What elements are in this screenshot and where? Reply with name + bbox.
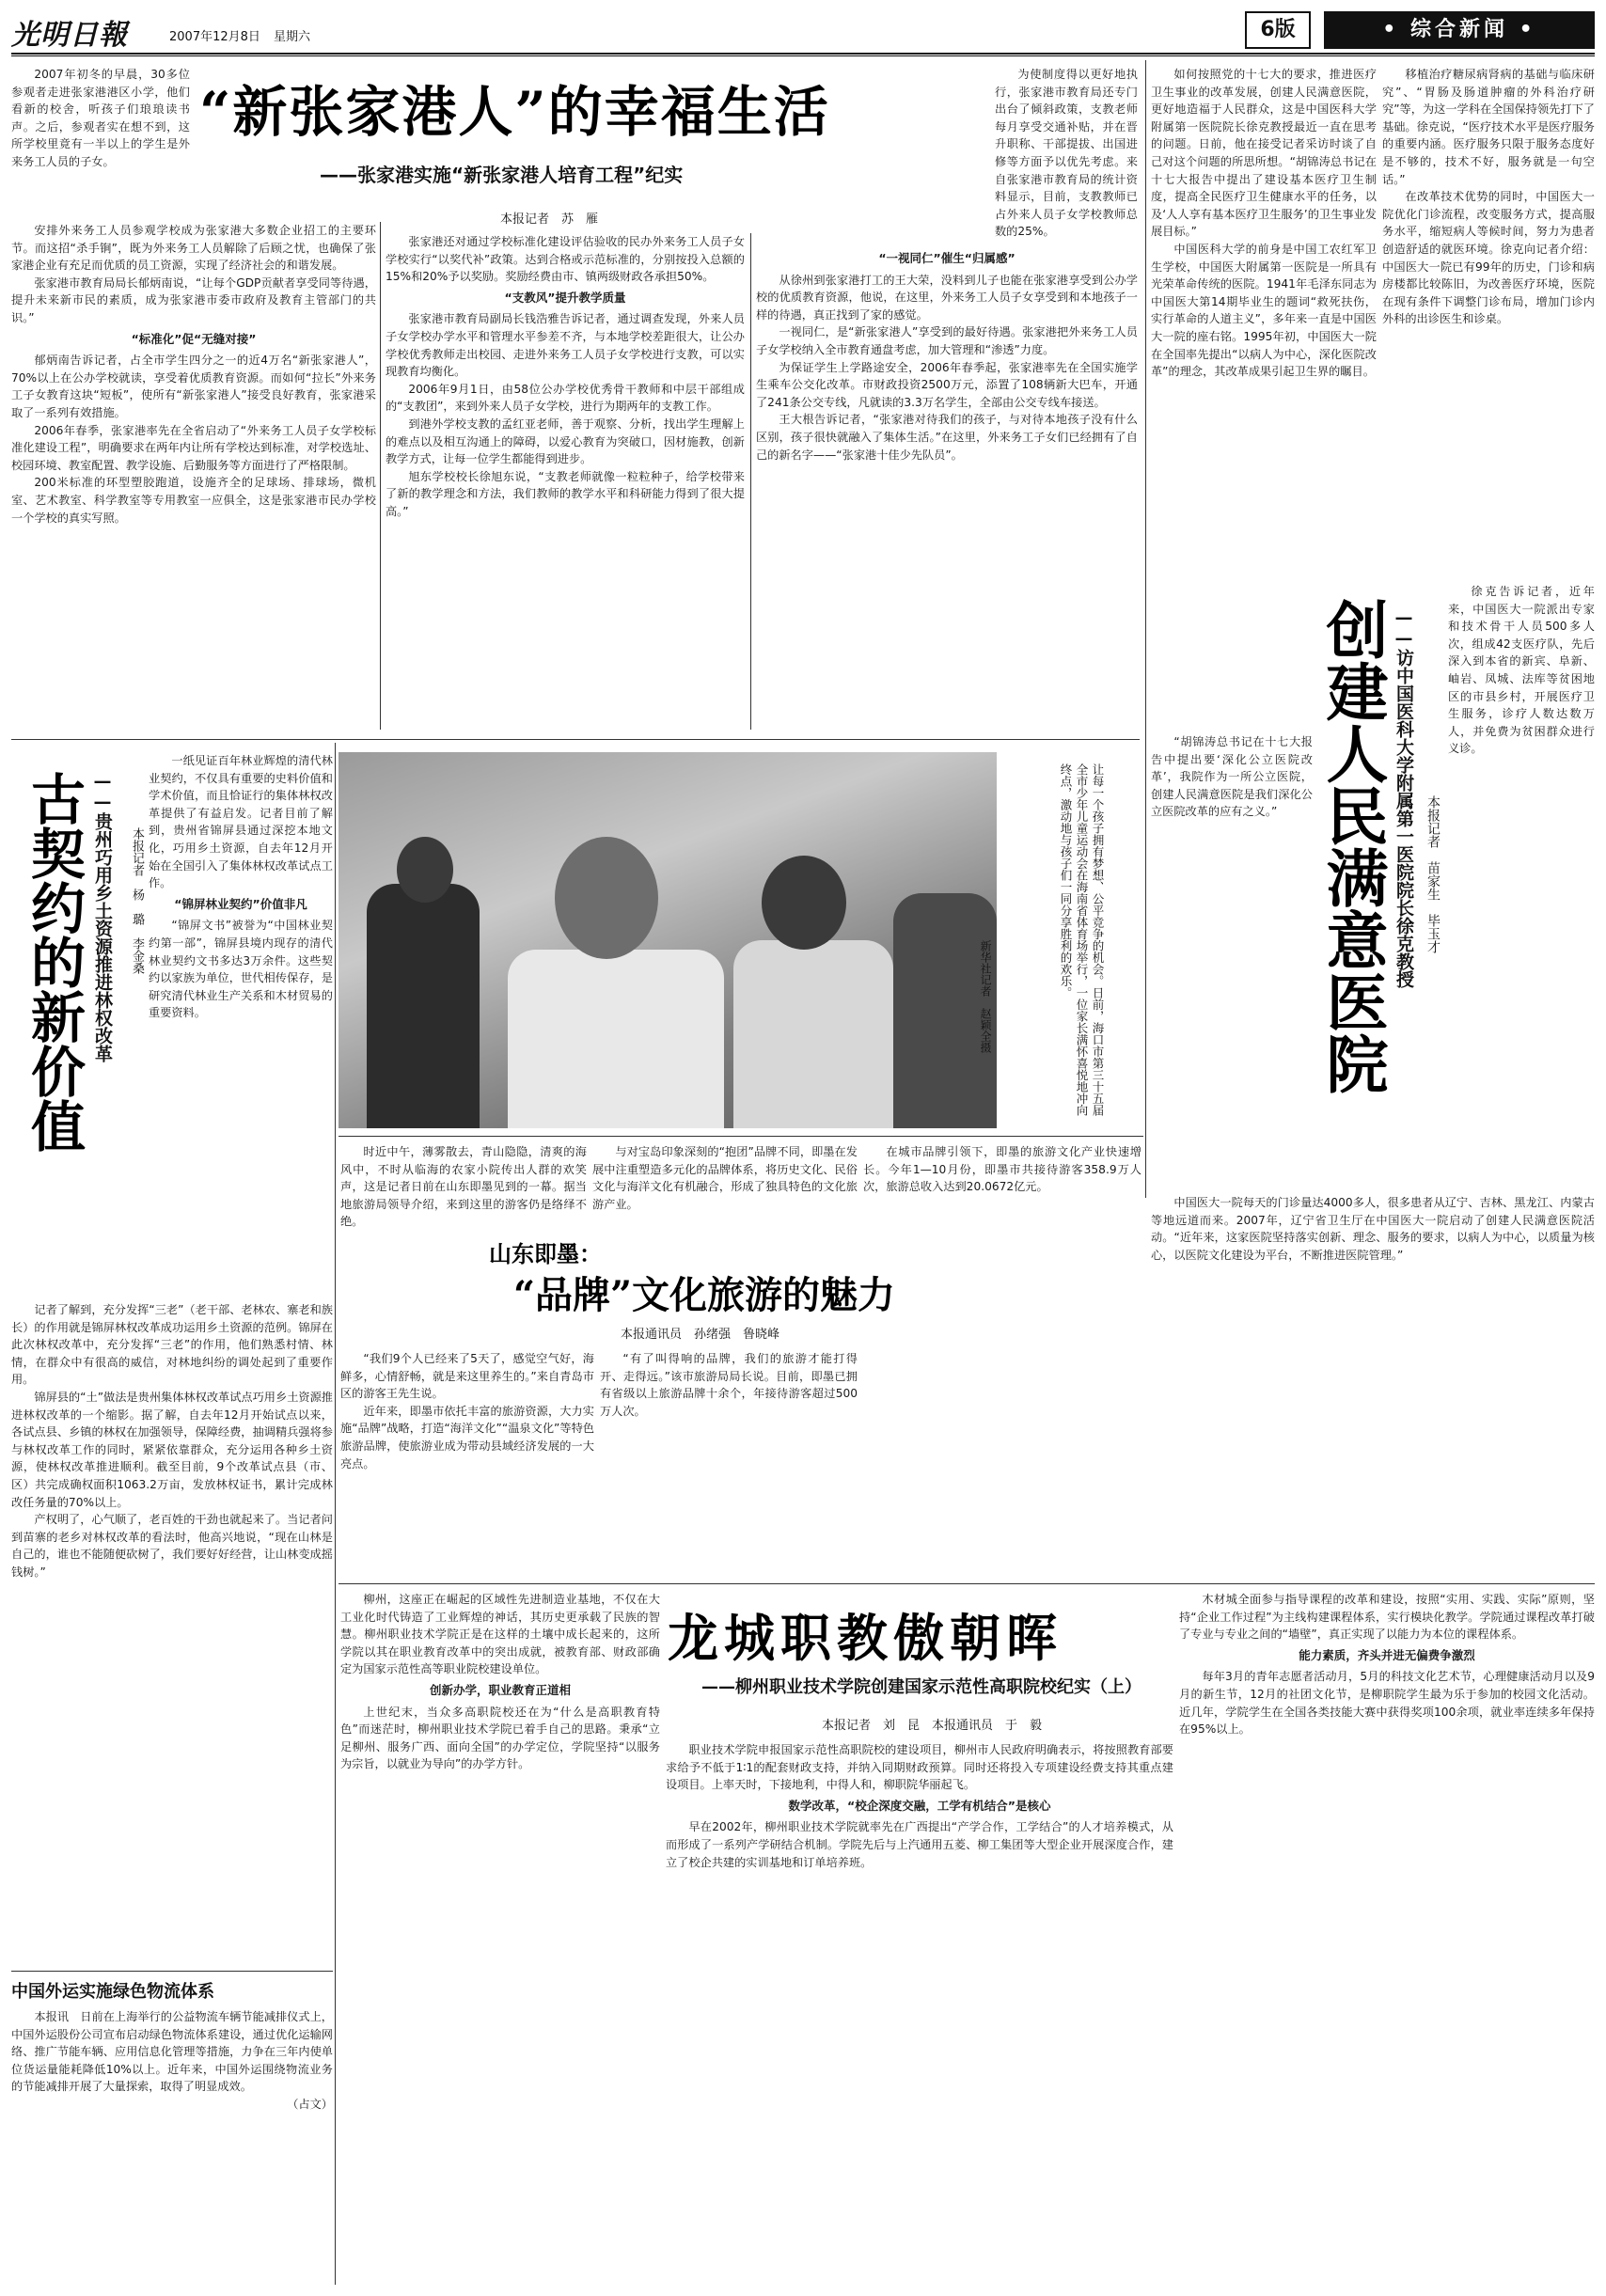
paragraph: 柳州，这座正在崛起的区域性先进制造业基地，不仅在大工业化时代铸造了工业辉煌的神话，其历史更承载了民族的智慧。柳州职业技术学院正是在这样的土壤中成长起来的，这所学院以其在职业教育改革中的突出成就，被教育部、财政部确定为国家示范性高等职业院校建设单位。: [340, 1593, 660, 1676]
paragraph: “我们9个人已经来了5天了，感觉空气好，海鲜多，心情舒畅，就是来这里养生的。”来自青岛市区的游客王先生说。: [340, 1352, 594, 1401]
article6-body: [11, 2008, 333, 2114]
paragraph: 职业技术学院申报国家示范性高职院校的建设项目，柳州市人民政府明确表示，将按照教育部要求给予不低于1∶1的配套财政支持，并纳入同期财政预算。同时还将投入专项建设经费支持其重点建设项目。上率天时，下接地利，中得人和，柳职院华丽起飞。: [666, 1743, 1173, 1792]
paragraph: 一视同仁，是“新张家港人”享受到的最好待遇。张家港把外来务工人员子女学校纳入全市教育通盘考虑，加大管理和“渗透”力度。: [756, 325, 1138, 356]
article1-subhead-2: “支教风”提升教学质量: [504, 290, 626, 305]
article5-subhead-3: 能力素质，齐头并进无偏费争激烈: [1299, 1647, 1475, 1662]
section-divider-vertical: [335, 743, 336, 2285]
paragraph: 中国医大一院每天的门诊量达4000多人，很多患者从辽宁、吉林、黑龙江、内蒙古等地远道而来。2007年，辽宁省卫生厅在中国医大一院启动了创建人民满意医院活动。“近年来，这家医院坚持落实创新、理念、服务的要求，以病人为中心，以质量为核心，以医院文化建设为平台，不断推进医院管理。”: [1151, 1196, 1595, 1262]
article2-column-a: [1151, 66, 1377, 574]
article3-column-1: [149, 752, 333, 1279]
page-number: 6版: [1245, 11, 1311, 49]
photo-caption: [1002, 763, 1106, 1121]
paragraph: “有了叫得响的品牌，我们的旅游才能打得开、走得远。”该市旅游局局长说。目前，即墨已拥有省级以上旅游品牌十余个，年接待游客超过500万人次。: [600, 1352, 858, 1418]
article4-column-1: [340, 1143, 587, 1228]
article4-column-5: [600, 1350, 858, 1576]
paragraph: 从徐州到张家港打工的王大荣，没料到儿子也能在张家港享受到公办学校的优质教育资源，他说，在这里，外来务工人员子女享受到和本地孩子一样的待遇，真正找到了家的感觉。: [756, 273, 1138, 322]
article5-subhead-2: 数学改革，“校企深度交融，工学有机结合”是核心: [788, 1798, 1051, 1813]
article2-column-d: [1151, 1194, 1595, 1570]
caption-text: 让每一个孩子拥有梦想、公平竞争的机会。日前，海口市第三十五届全市少年儿童运动会在海南省体育场举行，一位家长满怀喜悦地冲向终点，激动地与孩子们一同分享胜利的欢乐。: [1059, 763, 1105, 1116]
paragraph: 安排外来务工人员参观学校成为张家港大多数企业招工的主要环节。而这招“杀手锏”，既为外来务工人员解除了后顾之忧，也确保了张家港企业有充足而优质的员工资源，实现了经济社会的和谐发展。: [11, 224, 376, 273]
paragraph: 郁炳南告诉记者，占全市学生四分之一的近4万名“新张家港人”，70%以上在公办学校就读，享受着优质教育资源。而如何“拉长”外来务工子女教育这块“短板”，使所有“新张家港人”接受良好教育，张家港采取了一系列有效措施。: [11, 354, 376, 419]
article2-column-g: [1448, 583, 1595, 1194]
article5-byline: 本报记者 刘 昆 本报通讯员 于 毅: [822, 1719, 1043, 1733]
article4-byline: 本报通讯员 孙绪强 鲁晓峰: [621, 1328, 780, 1342]
paragraph: 一纸见证百年林业辉煌的清代林业契约，不仅具有重要的史料价值和学术价值，而且恰证行的集体林权改革提供了有益启发。记者目前了解到，贵州省锦屏县通过深挖本地文化，巧用乡土资源，自去年12月开始在全国引入了集体林权改革试点工作。: [149, 754, 333, 890]
masthead-rule: [11, 53, 1595, 56]
masthead: [11, 8, 1595, 53]
section-divider-vertical: [1145, 60, 1146, 1198]
paragraph: 200米标准的环型塑胶跑道，设施齐全的足球场、排球场，微机室、艺术教室、科学教室等专用教室一应俱全，这是张家港市民办学校一个学校的真实写照。: [11, 476, 376, 525]
paragraph: 2006年春季，张家港率先在全省启动了“外来务工人员子女学校标准化建设工程”，明确要求在两年内让所有学校达到标准，对学校选址、校园环境、教室配置、教学设施、后勤服务等方面进行了严格限制。: [11, 423, 376, 472]
paragraph: “胡锦涛总书记在十七大报告中提出要‘深化公立医院改革’，我院作为一所公立医院，创建人民满意医院是我们深化公立医院改革的应有之义。”: [1151, 735, 1313, 819]
article4-column-3: [863, 1143, 1142, 1425]
paragraph: 每年3月的青年志愿者活动月，5月的科技文化艺术节，心理健康活动月以及9月的新生节，12月的社团文化节，是柳职院学生最为乐于参加的校园文化活动。近几年，学院学生在全国各类技能大赛中获得奖项100余项，就业率连续多年保持在95%以上。: [1179, 1670, 1595, 1737]
photo-figure: [733, 940, 893, 1128]
article2-subtitle: ——访中国医科大学附属第一医院院长徐克教授: [1393, 607, 1414, 988]
article4-column-4: [340, 1350, 594, 1576]
article2-byline: 本报记者 苗家生 毕玉才: [1425, 795, 1441, 953]
article1-column-3-top: [995, 66, 1138, 244]
weekday-text: 星期六: [274, 30, 311, 44]
paragraph: 到港外学校支教的孟红亚老师，善于观察、分析，找出学生理解上的难点以及相互沟通上的障碍，以爱心教育为突破口，因材施教，创新教学方式，让每一位学生都能得到进步。: [386, 417, 745, 466]
column-divider: [750, 233, 751, 730]
article1-column-1: [11, 222, 376, 730]
article5-title: 龙城职教傲朝晖: [668, 1608, 1063, 1668]
paragraph: 上世纪末，当众多高职院校还在为“什么是高职教育特色”而迷茫时，柳州职业技术学院已着手自己的思路。秉承“立足柳州、服务广西、面向全国”的办学定位，学院坚持“以服务为宗旨，以就业为导向”的办学方针。: [340, 1705, 660, 1771]
paragraph: “锦屏文书”被誉为“中国林业契约第一部”，锦屏县境内现存的清代林业契约文书多达3万余件。这些契约以家族为单位，世代相传保存，是研究清代林业生产关系和木材贸易的重要资料。: [149, 919, 333, 1020]
paragraph: 本报讯 日前在上海举行的公益物流车辆节能减排仪式上，中国外运股份公司宣布启动绿色物流体系建设，通过优化运输网络、推广节能车辆、应用信息化管理等措施，力争在三年内使单位货运量能耗降低10%以上。近年来，中国外运围绕物流业务的节能减排开展了大量探索，取得了明显成效。: [11, 2010, 333, 2094]
paragraph: 张家港还对通过学校标准化建设评估验收的民办外来务工人员子女学校实行“以奖代补”政策。达到合格或示范标准的，分别按投入总额的15%和20%予以奖励。奖励经费由市、镇两级财政各承担50%。: [386, 235, 745, 284]
paragraph: 2006年9月1日，由58位公办学校优秀骨干教师和中层干部组成的“支教团”，来到外来人员子女学校，进行为期两年的支教工作。: [386, 382, 745, 414]
article5-column-2: [666, 1741, 1173, 2287]
article5-subtitle: ——柳州职业技术学院创建国家示范性高职院校纪实（上）: [701, 1677, 1142, 1697]
paragraph: 张家港市教育局局长郁炳南说，“让每个GDP贡献者享受同等待遇，提升未来新市民的素质，成为张家港市委市政府及教育主管部门的共识。”: [11, 275, 376, 324]
date-text: 2007年12月8日: [169, 30, 260, 44]
section-name: • 综合新闻 •: [1324, 11, 1595, 49]
article6-title: 中国外运实施绿色物流体系: [11, 1982, 214, 2002]
column-divider: [380, 222, 381, 730]
paragraph: 如何按照党的十七大的要求，推进医疗卫生事业的改革发展，创建人民满意医院，更好地造福于人民群众，这是中国医科大学附属第一医院院长徐克教授最近一直在思考的问题。日前，他在接受记者采访时谈了自己对这个问题的所思所想。“胡锦涛总书记在十七大报告中提出了建设基本医疗卫生制度，提高全民医疗卫生健康水平的任务，以及‘人人享有基本医疗卫生服务’的卫生事业发展目标。”: [1151, 68, 1377, 239]
paragraph: 为使制度得以更好地执行，张家港市教育局还专门出台了倾斜政策，支教老师每月享受交通补贴，并在晋升职称、干部提拔、出国进修等方面予以优先考虑。来自张家港市教育局的统计资料显示，目前，支教教师已占外来人员子女学校教师总数的25%。: [995, 68, 1138, 239]
paragraph: 在城市品牌引领下，即墨的旅游文化产业快速增长。今年1—10月份，即墨市共接待游客358.9万人次，旅游总收入达到20.0672亿元。: [863, 1145, 1142, 1194]
article5-subhead-1: 创新办学，职业教育正道相: [429, 1682, 571, 1697]
article3-subhead-1: “锦屏林业契约”价值非凡: [174, 896, 307, 911]
article4-kicker: 山东即墨：: [489, 1240, 602, 1267]
article1-subhead-3: “一视同仁”催生“归属感”: [878, 251, 1016, 265]
article1-subhead-1: “标准化”促“无缝对接”: [131, 331, 257, 346]
section-divider: [11, 739, 1140, 740]
article1-lead: 2007年初冬的早晨，30多位参观者走进张家港港区小学，他们看新的校舍，听孩子们琅琅读书声。之后，参观者实在想不到，这所学校里竟有一半以上的学生是外来务工人员的子女。: [11, 68, 190, 168]
article1-column-2: [386, 233, 745, 730]
issue-date: [169, 26, 320, 44]
photo-figure: [762, 856, 846, 950]
article6-credit: （占文）: [287, 2097, 333, 2111]
article2-column-c: [1151, 733, 1313, 1194]
article3-subtitle: ——贵州巧用乡土资源推进林权改革: [92, 771, 113, 1062]
article3-column-2: [11, 1301, 333, 1959]
article6-box: [11, 1978, 333, 2288]
paragraph: 木材城全面参与指导课程的改革和建设，按照“实用、实践、实际”原则，坚持“企业工作过程”为主线构建课程体系，实行模块化教学。学院通过课程改革打破了专业与专业之间的“墙壁”，真正实现了以能力为本位的课程体系。: [1179, 1593, 1595, 1642]
photo-figure: [397, 837, 453, 903]
paragraph: 近年来，即墨市依托丰富的旅游资源，大力实施“品牌”战略，打造“海洋文化”“温泉文化”等特色旅游品牌，使旅游业成为带动县域经济发展的一大亮点。: [340, 1404, 594, 1470]
article4-column-2: [592, 1143, 858, 1228]
article5-column-3: [1179, 1591, 1595, 2287]
article2-column-e: [1382, 66, 1595, 574]
photo-figure: [508, 950, 724, 1128]
article1-column-3: [756, 246, 1138, 730]
paragraph: 为保证学生上学路途安全，2006年春季起，张家港率先在全国实施学生乘车公交化改革。市财政投资2500万元，添置了108辆新大巴车，开通了241条公交专线，凡就读的3.3万名学生，全部由公交专线车接送。: [756, 360, 1138, 409]
article1-column-left-top: [11, 66, 190, 220]
paragraph: 移植治疗糖尿病肾病的基础与临床研究”、“胃肠及肠道肿瘤的外科治疗研究”等，为这一学科在全国保持领先打下了基础。徐克说，“医疗技术水平是医疗服务的重要内涵。医疗服务只限于服务态度好是不够的，技术不好，服务就是一句空话。”: [1382, 68, 1595, 186]
article1-subtitle: ——张家港实施“新张家港人培育工程”纪实: [320, 164, 684, 186]
article2-title: 创建人民满意医院: [1315, 598, 1389, 1094]
paragraph: 锦屏县的“土”做法是贵州集体林权改革试点巧用乡土资源推进林权改革的一个缩影。据了解，自去年12月开始试点以来，各试点县、乡镇的林权在加强领导，保障经费，抽调精兵强将参与林权改革工作的同时，紧紧依靠群众，充分运用各种乡土资源，使林权改革推进顺利。截至目前，9个改革试点县（市、区）共完成确权面积1063.2万亩，发放林权证书，累计完成林改任务量的70%以上。: [11, 1390, 333, 1509]
paragraph: 记者了解到，充分发挥“三老”（老干部、老林农、寨老和族长）的作用就是锦屏林权改革成功运用乡土资源的范例。锦屏在此次林权改革中，充分发挥“三老”的作用，他们熟悉村情、林情，在群众中有很高的威信，对林地纠纷的调处起到了重要作用。: [11, 1303, 333, 1387]
news-photo: [339, 752, 997, 1128]
paragraph: 徐克告诉记者，近年来，中国医大一院派出专家和技术骨干人员500多人次，组成42支医疗队，先后深入到本省的新宾、阜新、岫岩、凤城、法库等贫困地区的市县乡村，开展医疗卫生服务，诊疗人数达数万人，并免费为贫困群众进行义诊。: [1448, 585, 1595, 756]
paragraph: 旭东学校校长徐旭东说，“支教老师就像一粒粒种子，给学校带来了新的教学理念和方法，我们教师的教学水平和科研能力得到了很大提高。”: [386, 469, 745, 518]
paragraph: 时近中午，薄雾散去，青山隐隐，清爽的海风中，不时从临海的农家小院传出人群的欢笑声，这是记者日前在山东即墨见到的一幕。据当地旅游局领导介绍，来到这里的游客仍是络绎不绝。: [340, 1145, 587, 1228]
article3-title: 古契约的新价值: [22, 771, 86, 1153]
paragraph: 产权明了，心气顺了，老百姓的干劲也就起来了。当记者问到苗寨的老乡对林权改革的看法时，他高兴地说，“现在山林是自己的，谁也不能随便砍树了，我们要好好经营，让山林变成摇钱树。”: [11, 1513, 333, 1579]
photo-figure: [555, 837, 658, 959]
article1-byline: 本报记者 苏 雁: [500, 212, 599, 227]
article1-title: “新张家港人”的幸福生活: [199, 80, 830, 144]
paragraph: 王大根告诉记者，“张家港对待我们的孩子，与对待本地孩子没有什么区别，孩子很快就融入了集体生活。”在这里，外来务工子女们已经拥有了自己的新名字——“张家港十佳少先队员”。: [756, 413, 1138, 462]
newspaper-logo: 光明日報: [11, 19, 128, 52]
paragraph: 与对宝岛印象深刻的“抱团”品牌不同，即墨在发展中注重塑造多元化的品牌体系，将历史文化、民俗文化与海洋文化有机融合，形成了独具特色的文化旅游产业。: [592, 1145, 858, 1211]
section-divider: [11, 1971, 333, 1972]
paragraph: 中国医科大学的前身是中国工农红军卫生学校，中国医大附属第一医院是一所具有光荣革命传统的医院。1941年毛泽东同志为中国医大第14期毕业生的题词“救死扶伤，实行革命的人道主义”，多年来一直是中国医大一院的座右铭。1995年初，中国医大一院在全国率先提出“以病人为中心，深化医院改革”的理念，其改革成果引起卫生界的瞩目。: [1151, 242, 1377, 379]
section-divider: [339, 1136, 1143, 1137]
article5-column-1: [340, 1591, 660, 2287]
paragraph: 在改革技术优势的同时，中国医大一院优化门诊流程，改变服务方式，提高服务水平，缩短病人等候时间，努力为患者创造舒适的就医环境。徐克向记者介绍：中国医大一院已有99年的历史，门诊和病房楼都比较陈旧，为改善医疗环境，医院在现有条件下调整门诊布局，增加门诊内外科的出诊医生和诊桌。: [1382, 190, 1595, 326]
article3-byline: 本报记者 杨 璐 李金桑: [130, 827, 144, 974]
article4-title: “品牌”文化旅游的魅力: [513, 1273, 896, 1317]
section-divider: [339, 1583, 1595, 1584]
photo-credit: 新华社记者 赵颖全摄: [979, 940, 992, 1053]
paragraph: 张家港市教育局副局长钱浩雅告诉记者，通过调查发现，外来人员子女学校办学水平和管理水平参差不齐，与本地学校差距很大，让公办学校优秀教师走出校园、走进外来务工人员子女学校进行支教，可以实现教育均衡化。: [386, 312, 745, 379]
paragraph: 早在2002年，柳州职业技术学院就率先在广西提出“产学合作，工学结合”的人才培养模式，从而形成了一系列产学研结合机制。学院先后与上汽通用五菱、柳工集团等大型企业开展深度合作，建立了校企共建的实训基地和订单培养班。: [666, 1820, 1173, 1869]
photo-figure: [367, 884, 480, 1128]
